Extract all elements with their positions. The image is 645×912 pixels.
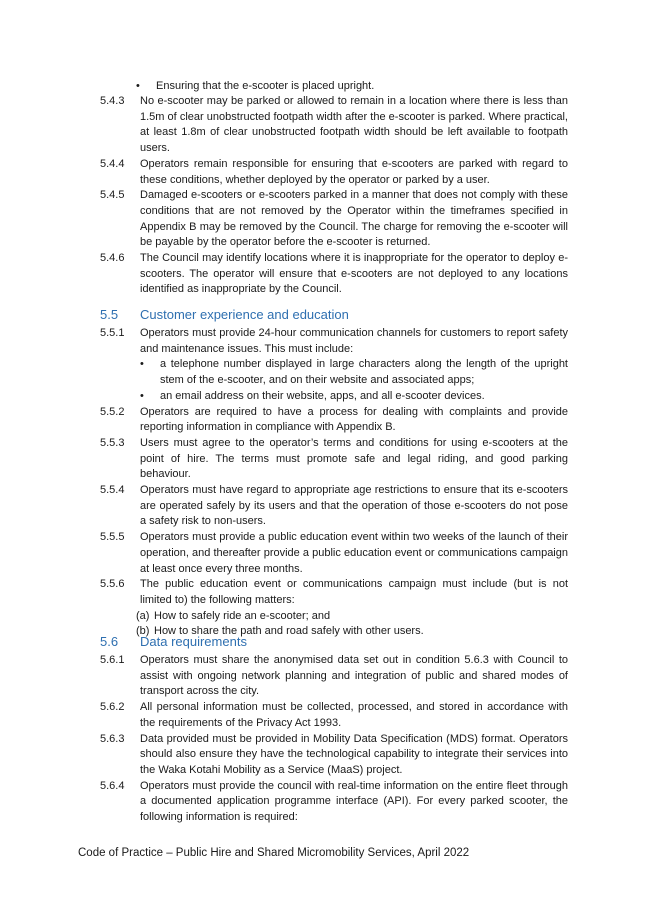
clause-5-4-5: 5.4.5 Damaged e-scooters or e-scooters parked in a manner that does not comply with these conditions that are not removed by the Operator within the timeframes specified in Appendix B may be removed by the Council. The charge for removing the e-scooter will be payable by the operator before the e-scooter is returned. (100, 189, 568, 249)
section-5-5-paragraphs (100, 326, 568, 640)
clause-5-5-4: 5.5.4 Operators must have regard to appropriate age restrictions to ensure that its e-scooters are operated safely by its users and that the operation of those e-scooters do not pose a safety risk to non-users. (100, 484, 568, 528)
clause-5-5-2: 5.5.2 Operators are required to have a process for dealing with complaints and provide reporting information in compliance with Appendix B. (100, 405, 568, 434)
document-page: • Ensuring that the e-scooter is placed upright. 5.4.3 No e-scooter may be parked or allowed to remain in a location where there is less than 1.5m of clear unobstructed footpath width after the e-scooter is parked. Where practical, at least 1.8m of clear unobstructed footpath width should be left available to footpath users. 5.4.4 Operators remain responsible for ensuring that e-scooters are parked with regard to these conditions, whether deployed by the operator or parked by a user. 5.4.5 Damaged e-scooters or e-scooters parked in a manner that does not comply with these conditions that are not removed by the Operator within the timeframes specified in Appendix B may be removed by the Council. The charge for removing the e-scooter will be payable by the operator before the e-scooter is returned. 5.4.6 The Council may identify locations where it is inappropriate for the operator to deploy e-scooters. The operator will ensure that e-scooters are not deployed to any locations identified as inappropriate by the Council. 5.5 Customer experience and education 5.5.1 Operators must provide 24-hour communication channels for customers to report safety and maintenance issues. This must include: • a telephone number displayed in large characters along the length of the upright stem of the e-scooter, and on their website and associated apps; • an email address on their website, apps, and all e-scooter devices. 5.5.2 Operators are required to have a process for dealing with complaints and provide reporting information in compliance with Appendix B. 5.5.3 Users must agree to the operator’s terms and conditions for using e-scooters at the point of hire. The terms must promote safe and legal riding, and good parking behaviour. 5.5.4 Operators must have regard to appropriate age restrictions to ensure that its e-scooters are operated safely by its users and that the operation of those e-scooters do not pose a safety risk to non-users. 5.5.5 Operators must provide a public education event within two weeks of the launch of their operation, and thereafter provide a public education event or communications campaign at least once every three months. 5.5.6 The public education event or communications campaign must include (but is not limited to) the following matters: (a) How to safely ride an e-scooter; and (b) How to share the path and road safely with other users. 5.6 Data requirements 5.6.1 Operators must share the anonymised data set out in condition 5.6.3 with Council to assist with ongoing network planning and integration of public and shared modes of transport across the city. 5.6.2 All personal information must be collected, processed, and stored in accordance with the requirements of the Privacy Act 1993. 5.6.3 Data provided must be provided in Mobility Data Specification (MDS) format. Operators should also ensure they have the technological capability to integrate their services into the Waka Kotahi Mobility as a Service (MaaS) project. 5.6.4 Operators must provide the council with real-time information on the entire fleet through a documented application programme interface (API). For every parked scooter, the following information is required: Code of Practice – Public Hire and Shared Micromobility Services, April 2022 (78, 80, 568, 859)
bullet-item: • an email address on their website, apps, and all e-scooter devices. (140, 389, 568, 405)
clause-5-6-3: 5.6.3 Data provided must be provided in Mobility Data Specification (MDS) format. Operators should also ensure they have the technological capability to integrate their services into the Waka Kotahi Mobility as a Service (MaaS) project. (100, 732, 568, 776)
clause-5-5-1: 5.5.1 Operators must provide 24-hour communication channels for customers to report safety and maintenance issues. This must include: • a telephone number displayed in large characters along the length of the upright stem of the e-scooter, and on their website and associated apps; • an email address on their website, apps, and all e-scooter devices. (100, 326, 568, 405)
bullet-dot-icon: • (140, 358, 144, 371)
section-5-6-paragraphs (100, 653, 568, 826)
list-item: (a) How to safely ride an e-scooter; and (136, 609, 331, 622)
clause-5-5-6: 5.5.6 The public education event or communications campaign must include (but is not limited to) the following matters: (a) How to safely ride an e-scooter; and (b) How to share the path and road safely with other users. (100, 577, 568, 640)
clause-5-4-3: 5.4.3 No e-scooter may be parked or allowed to remain in a location where there is less than 1.5m of clear unobstructed footpath width after the e-scooter is parked. Where practical, at least 1.8m of clear unobstructed footpath width should be left available to footpath users. (100, 95, 568, 155)
clause-5-5-3: 5.5.3 Users must agree to the operator’s terms and conditions for using e-scooters at the point of hire. The terms must promote safe and legal riding, and good parking behaviour. (100, 436, 568, 481)
bullet-dot-icon: • (136, 80, 140, 92)
clause-5-6-4: 5.6.4 Operators must provide the council with real-time information on the entire fleet through a documented application programme interface (API). For every parked scooter, the following information is required: (100, 779, 568, 824)
clause-5-6-2: 5.6.2 All personal information must be collected, processed, and stored in accordance with the requirements of the Privacy Act 1993. (100, 701, 568, 729)
section-5-4-paragraphs (100, 94, 568, 298)
list-item: (b) How to share the path and road safely with other users. (136, 625, 424, 638)
section-heading-5-5: 5.5 Customer experience and education (100, 307, 349, 322)
clause-5-5-5: 5.5.5 Operators must provide a public education event within two weeks of the launch of their operation, and thereafter provide a public education event or communications campaign at least once every three months. (100, 531, 568, 575)
clause-5-4-6: 5.4.6 The Council may identify locations where it is inappropriate for the operator to deploy e-scooters. The operator will ensure that e-scooters are not deployed to any locations identified as inappropriate by the Council. (100, 252, 568, 296)
bullet-dot-icon: • (140, 389, 144, 402)
bullet-item: • a telephone number displayed in large characters along the length of the upright stem of the e-scooter, and on their website and associated apps; (140, 358, 568, 387)
section-heading-5-6: 5.6 Data requirements (100, 634, 247, 649)
clause-5-4-4: 5.4.4 Operators remain responsible for ensuring that e-scooters are parked with regard to these conditions, whether deployed by the operator or parked by a user. (100, 157, 568, 186)
clause-5-6-1: 5.6.1 Operators must share the anonymised data set out in condition 5.6.3 with Council to assist with ongoing network planning and integration of public and shared modes of transport across the city. (100, 654, 568, 698)
page-footer: Code of Practice – Public Hire and Shared Micromobility Services, April 2022 (78, 847, 470, 859)
